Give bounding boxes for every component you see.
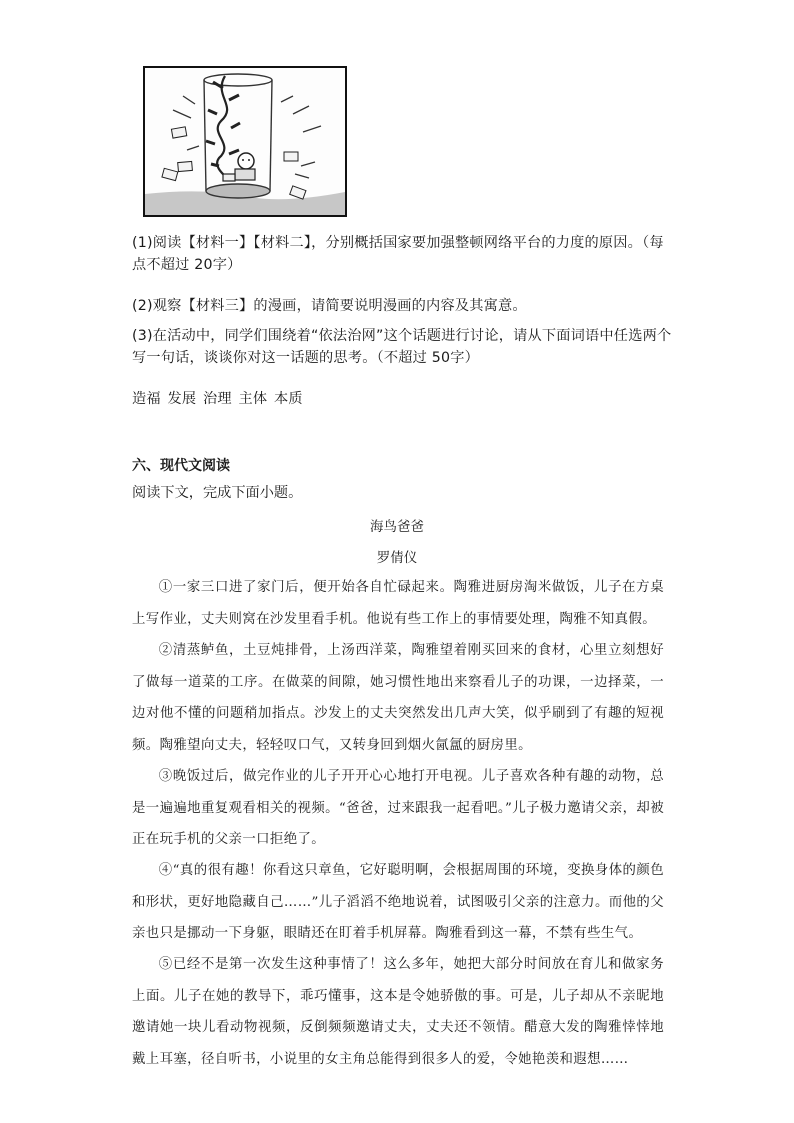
article-paragraph-4: ④“真的很有趣！你看这只章鱼，它好聪明啊，会根据周围的环境，变换身体的颜色和形状，更好地隐藏自己……”儿子滔滔不绝地说着，试图吸引父亲的注意力。而他的父亲也只是挪动一下身躯，眼睛还在盯着手机屏幕。陶雅看到这一幕，不禁有些生气。 bbox=[132, 863, 664, 941]
article-paragraph-3: ③晚饭过后，做完作业的儿子开开心心地打开电视。儿子喜欢各种有趣的动物，总是一遍遍地重复观看相关的视频。“爸爸，过来跟我一起看吧。”儿子极力邀请父亲，却被正在玩手机的父亲一口拒绝了。 bbox=[132, 769, 664, 847]
section-heading: 六、现代文阅读 bbox=[132, 458, 230, 474]
section-instruction: 阅读下文，完成下面小题。 bbox=[132, 485, 303, 501]
comic-illustration bbox=[143, 66, 347, 217]
article-paragraph-2: ②清蒸鲈鱼，土豆炖排骨，上汤西洋菜，陶雅望着刚买回来的食材，心里立刻想好了做每一道菜的工序。在做菜的间隙，她习惯性地出来察看儿子的功课，一边择菜，一边对他不懂的问题稍加指点。沙发上的丈夫突然发出几声大笑，似乎刷到了有趣的短视频。陶雅望向丈夫，轻轻叹口气，又转身回到烟火氤氲的厨房里。 bbox=[132, 643, 664, 753]
article-paragraph-1: ①一家三口进了家门后，便开始各自忙碌起来。陶雅进厨房淘米做饭，儿子在方桌上写作业，丈夫则窝在沙发里看手机。他说有些工作上的事情要处理，陶雅不知真假。 bbox=[132, 580, 664, 627]
article-author: 罗倩仪 bbox=[376, 550, 418, 566]
word-options: 造福 发展 治理 主体 本质 bbox=[132, 391, 303, 407]
question-1: (1)阅读【材料一】【材料二】，分别概括国家要加强整顿网络平台的力度的原因。（每点不超过 20字） bbox=[132, 235, 664, 273]
article-title: 海鸟爸爸 bbox=[370, 519, 424, 535]
article-paragraph-5: ⑤已经不是第一次发生这种事情了！这么多年，她把大部分时间放在育儿和做家务上面。儿子在她的教导下，乖巧懂事，这本是令她骄傲的事。可是，儿子却从不亲昵地邀请她一块儿看动物视频，反倒频频邀请丈夫，丈夫还不领情。醋意大发的陶雅悻悻地戴上耳塞，径自听书，小说里的女主角总能得到很多人的爱，令她艳羡和遐想…… bbox=[132, 957, 664, 1067]
question-2: (2)观察【材料三】的漫画，请简要说明漫画的内容及其寓意。 bbox=[132, 298, 527, 314]
cartoon-image bbox=[143, 66, 347, 217]
question-3: (3)在活动中，同学们围绕着“依法治网”这个话题进行讨论，请从下面词语中任选两个写一句话，谈谈你对这一话题的思考。（不超过 50字） bbox=[132, 328, 672, 366]
